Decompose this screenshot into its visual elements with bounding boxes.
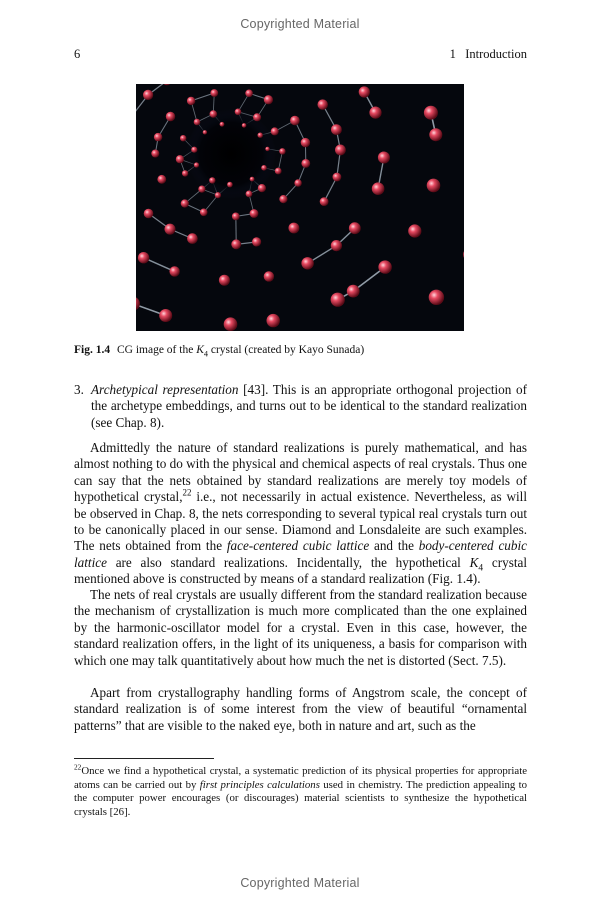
caption-symbol: K bbox=[196, 344, 204, 356]
crystal-atom bbox=[378, 152, 390, 164]
k4-crystal-image bbox=[136, 84, 464, 331]
crystal-atom bbox=[157, 175, 166, 184]
footnote-22 bbox=[74, 762, 528, 820]
crystal-atom bbox=[144, 209, 154, 219]
crystal-atom bbox=[349, 222, 361, 234]
list-item-text: [43]. This is an appropriate orthogonal projection of the archetype embeddings, and turns out to be identical to the standard realization (see Chap. 8). bbox=[91, 382, 527, 430]
crystal-atom bbox=[271, 127, 279, 135]
list-term: Archetypical representation bbox=[91, 382, 239, 397]
crystal-atom bbox=[264, 95, 273, 104]
crystal-atom bbox=[279, 148, 285, 154]
paragraph-real-crystals: The nets of real crystals are usually different from the standard realization because the mechanism of crystallization is much more complicated than the one explained by the harmonic-oscillator model for a crystal. Even in this case, however, the standard realization offers, in the light of its uniqueness, a basis for comparison with which one may talk quantitatively about how much the net is distorted (Sect. 7.5). bbox=[74, 587, 527, 668]
crystal-atom bbox=[258, 133, 263, 138]
chapter-title: 1 Introduction bbox=[449, 47, 527, 61]
footnote-reference[interactable]: 22 bbox=[182, 487, 192, 498]
crystal-atom bbox=[143, 90, 153, 100]
crystal-atom bbox=[215, 192, 221, 198]
footnote-divider bbox=[74, 758, 214, 759]
k4-subscript: 4 bbox=[478, 563, 484, 574]
paragraph-text: and the bbox=[369, 538, 419, 554]
crystal-atom bbox=[203, 130, 207, 134]
crystal-atom bbox=[372, 182, 385, 195]
crystal-atom bbox=[210, 89, 218, 97]
crystal-atom bbox=[318, 99, 328, 109]
crystal-atom bbox=[235, 109, 242, 116]
figure-label: Fig. 1.4 bbox=[74, 344, 111, 356]
list-number: 3. bbox=[74, 382, 84, 397]
crystal-atom bbox=[290, 116, 300, 126]
crystal-atom bbox=[198, 186, 205, 193]
crystal-atom bbox=[347, 285, 360, 298]
crystal-atom bbox=[275, 168, 282, 175]
page-number: 6 bbox=[74, 47, 81, 61]
crystal-atom bbox=[320, 197, 329, 206]
crystal-atom bbox=[209, 177, 215, 183]
list-item-body bbox=[91, 382, 527, 431]
crystal-atom bbox=[265, 147, 269, 151]
crystal-atom bbox=[154, 133, 162, 141]
paragraph-standard-realizations bbox=[74, 440, 527, 588]
crystal-atom bbox=[191, 147, 197, 153]
crystal-atom bbox=[187, 233, 198, 244]
crystal-atom bbox=[232, 213, 240, 221]
crystal-atom bbox=[253, 113, 261, 121]
crystal-atom bbox=[182, 170, 188, 176]
crystal-atom bbox=[250, 209, 259, 218]
emphasis-bcc: body-centered cubic lattice bbox=[74, 538, 527, 570]
crystal-atom bbox=[429, 290, 444, 305]
crystal-atom bbox=[176, 155, 184, 163]
crystal-atom bbox=[424, 106, 438, 120]
k4-symbol: K bbox=[469, 554, 479, 570]
crystal-atom bbox=[200, 209, 208, 217]
crystal-atom bbox=[333, 173, 342, 182]
crystal-atom bbox=[378, 260, 391, 273]
crystal-atom bbox=[250, 177, 255, 182]
paragraph-text: i.e., not necessarily in actual existence. Nevertheless, as will be observed in Chap. 8, the nets corresponding to several typical real crystals turn out to be canonically placed in our sense. Diamond and Lonsdaleite are such examples. The nets obtained from the bbox=[74, 489, 527, 554]
crystal-atom bbox=[224, 317, 238, 331]
running-header bbox=[74, 47, 527, 65]
crystal-atom bbox=[264, 271, 274, 281]
crystal-atom bbox=[159, 309, 172, 322]
crystal-atom bbox=[294, 179, 301, 186]
crystal-atom bbox=[301, 159, 310, 168]
crystal-atom bbox=[331, 124, 342, 135]
crystal-atom bbox=[246, 191, 253, 198]
crystal-atom bbox=[429, 128, 442, 141]
paragraph-text: crystal mentioned above is constructed by means of a standard realization (Fig. 1.4). bbox=[74, 554, 528, 587]
footnote-text: used in chemistry. The prediction appealing to the computer power encourages (or discourages) material scientists to synthesize the hypothetical crystals [26]. bbox=[74, 778, 528, 819]
figure-caption bbox=[74, 344, 527, 359]
crystal-atom bbox=[369, 107, 381, 119]
crystal-atom bbox=[289, 223, 300, 234]
crystal-atom bbox=[258, 184, 266, 192]
crystal-atom bbox=[231, 239, 241, 249]
crystal-atom bbox=[220, 122, 225, 127]
copyright-watermark-top: Copyrighted Material bbox=[240, 17, 360, 31]
crystal-atom bbox=[279, 195, 287, 203]
crystal-atom bbox=[181, 199, 189, 207]
crystal-atom bbox=[227, 182, 233, 188]
emphasis-fcc: face-centered cubic lattice bbox=[226, 538, 370, 554]
paragraph-text: are also standard realizations. Incidentally, the hypothetical bbox=[106, 554, 470, 570]
crystal-atom bbox=[210, 110, 218, 118]
crystal-atom bbox=[169, 266, 179, 276]
caption-text-after: crystal (created by Kayo Sunada) bbox=[208, 344, 365, 356]
crystal-atom bbox=[245, 90, 253, 98]
paragraph-text: Admittedly the nature of standard realizations is purely mathematical, and has almost nothing to do with the physical and chemical aspects of real crystals. Thus one can say that the nets obtained by standard realizations are merely toy models of hypothetical crystal, bbox=[74, 440, 527, 505]
crystal-atom bbox=[252, 237, 261, 246]
footnote-emphasis: first principles calculations bbox=[199, 778, 320, 791]
crystal-atom bbox=[427, 179, 441, 193]
footnote-text: Once we find a hypothetical crystal, a systematic prediction of its physical properties for appropriate atoms can be carried out by bbox=[74, 765, 527, 791]
crystal-atom bbox=[301, 257, 313, 269]
crystal-atom bbox=[138, 252, 149, 263]
crystal-atom bbox=[166, 112, 175, 121]
crystal-atom bbox=[187, 97, 195, 105]
crystal-atom bbox=[219, 275, 230, 286]
crystal-atom bbox=[261, 165, 267, 171]
list-item-archetypical bbox=[74, 382, 527, 431]
crystal-atom bbox=[165, 224, 176, 235]
crystal-atom bbox=[331, 293, 345, 307]
crystal-atom bbox=[242, 123, 247, 128]
crystal-atom bbox=[331, 240, 342, 251]
crystal-atom bbox=[301, 138, 310, 147]
crystal-atom bbox=[359, 86, 370, 97]
crystal-atom bbox=[335, 145, 346, 156]
crystal-atom bbox=[151, 150, 159, 158]
copyright-watermark-bottom: Copyrighted Material bbox=[240, 876, 360, 890]
paragraph-ornamental-patterns: Apart from crystallography handling forms of Angstrom scale, the concept of standard realization is of some interest from the view of beautiful “ornamental patterns” that are visible to the naked eye, both in nature and art, such as the bbox=[74, 685, 527, 733]
crystal-atom bbox=[267, 314, 280, 327]
crystal-atom bbox=[194, 119, 201, 126]
crystal-atom bbox=[180, 135, 186, 141]
caption-text-before: CG image of the bbox=[116, 344, 197, 356]
crystal-atom bbox=[194, 162, 199, 167]
footnote-mark: 22 bbox=[74, 762, 82, 772]
caption-subscript: 4 bbox=[203, 349, 208, 359]
k4-crystal-figure bbox=[136, 84, 464, 331]
crystal-atom bbox=[408, 224, 421, 237]
